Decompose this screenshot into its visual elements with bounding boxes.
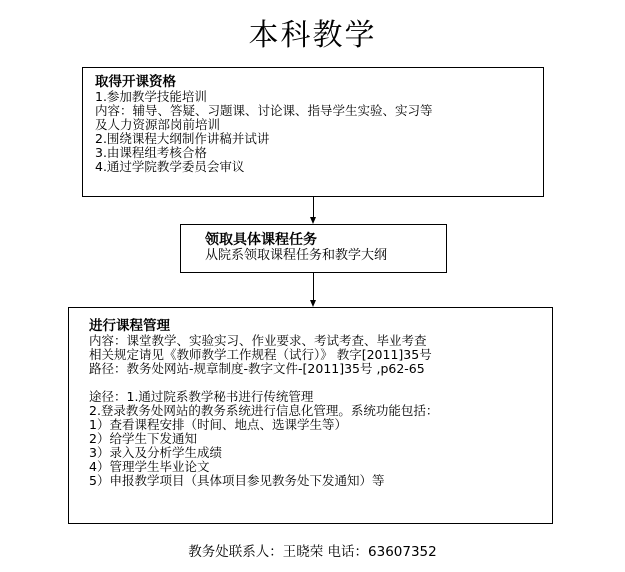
step-line: 2.围绕课程大纲制作讲稿并试讲 bbox=[95, 131, 270, 146]
step-box-management bbox=[68, 307, 553, 524]
step-heading: 领取具体课程任务 bbox=[205, 232, 317, 248]
step-line: 1.参加教学技能培训 bbox=[95, 89, 207, 104]
step-line: 内容：辅导、答疑、习题课、讨论课、指导学生实验、实习等 bbox=[95, 103, 433, 118]
arrow-2-line bbox=[313, 273, 314, 300]
step-line: 2.登录教务处网站的教务系统进行信息化管理。系统功能包括： bbox=[89, 403, 439, 418]
page-title: 本科教学 bbox=[248, 18, 377, 53]
step-heading: 取得开课资格 bbox=[95, 74, 176, 90]
arrow-1-line bbox=[313, 197, 314, 217]
step-line: 从院系领取课程任务和教学大纲 bbox=[205, 248, 388, 263]
step-line: 1）查看课程安排（时间、地点、选课学生等） bbox=[89, 417, 347, 432]
step-line: 及人力资源部岗前培训 bbox=[95, 117, 221, 132]
contact-footer: 教务处联系人：王晓荣 电话：63607352 bbox=[188, 544, 437, 560]
step-line: 途径：1.通过院系教学秘书进行传统管理 bbox=[89, 389, 314, 404]
step-line: 2）给学生下发通知 bbox=[89, 431, 197, 446]
arrow-2-head bbox=[310, 300, 316, 307]
arrow-1-head bbox=[310, 217, 316, 224]
step-line-blank bbox=[89, 376, 542, 390]
step-heading: 进行课程管理 bbox=[89, 318, 170, 334]
step-line: 3.由课程组考核合格 bbox=[95, 145, 207, 160]
step-box-task bbox=[180, 224, 447, 273]
step-line: 内容：课堂教学、实验实习、作业要求、考试考查、毕业考查 bbox=[89, 333, 427, 348]
step-line: 4.通过学院教学委员会审议 bbox=[95, 159, 245, 174]
step-line: 路径：教务处网站-规章制度-教字文件-[2011]35号 ,p62-65 bbox=[89, 361, 425, 376]
step-line: 4）管理学生毕业论文 bbox=[89, 459, 210, 474]
step-box-qualification bbox=[82, 67, 544, 197]
step-line: 3）录入及分析学生成绩 bbox=[89, 445, 222, 460]
step-line: 相关规定请见《教师教学工作规程（试行）》 教字[2011]35号 bbox=[89, 347, 432, 362]
step-line: 5）申报教学项目（具体项目参见教务处下发通知）等 bbox=[89, 473, 385, 488]
